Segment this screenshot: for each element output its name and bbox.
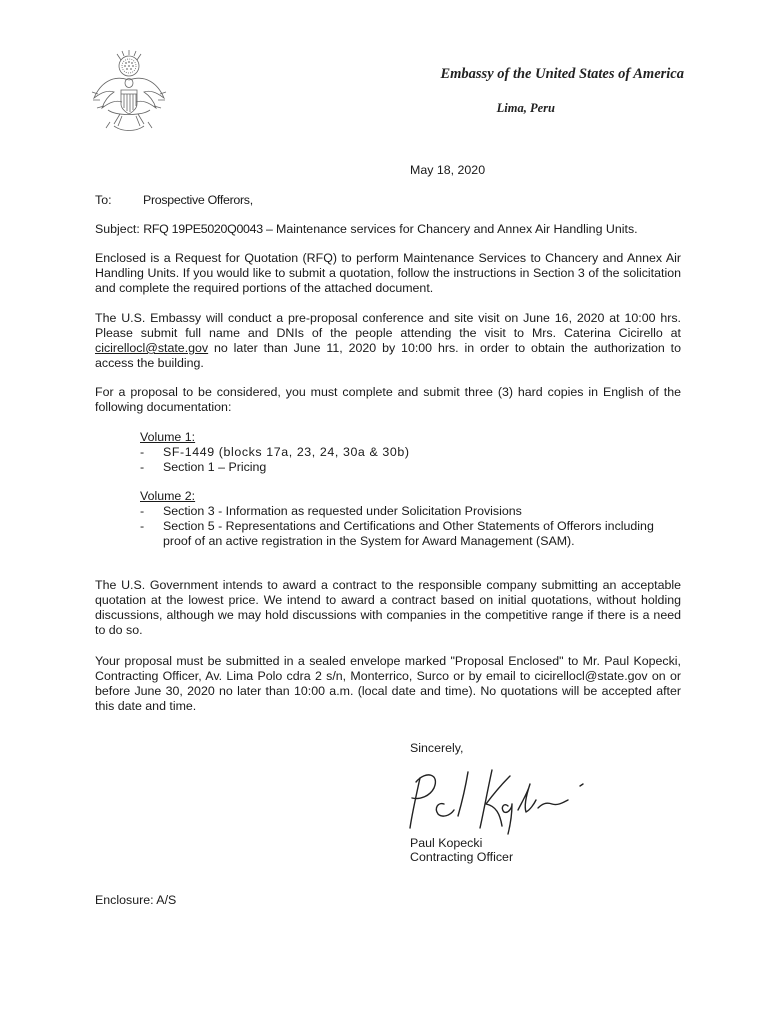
letterhead-city: Lima, Peru bbox=[496, 101, 555, 115]
paragraph-enclosed-rfq: Enclosed is a Request for Quotation (RFQ) to perform Maintenance Services to Chancery and Annex Air Handling Units. If you would like to submit a quotation, follow the instructions in Section 3 of the solicitation and complete the required portions of the attached document. bbox=[95, 251, 681, 295]
enclosure-note: Enclosure: A/S bbox=[95, 893, 177, 907]
email-link[interactable]: cicirellocl@state.gov bbox=[95, 341, 209, 355]
list-item-text: Section 1 – Pricing bbox=[163, 460, 267, 474]
subject-line bbox=[95, 222, 638, 236]
volume-2-heading: Volume 2: bbox=[140, 489, 196, 503]
to-label: To: bbox=[95, 193, 112, 207]
list-item-text: SF-1449 (blocks 17a, 23, 24, 30a & 30b) bbox=[163, 445, 410, 459]
handwritten-signature bbox=[392, 766, 602, 838]
letterhead-title: Embassy of the United States of America bbox=[440, 66, 684, 82]
list-item-text: Section 5 - Representations and Certifications and Other Statements of Offerors including proof of an active registration in the System for Award Management (SAM). bbox=[163, 519, 654, 548]
subject-text: Maintenance services for Chancery and Annex Air Handling Units. bbox=[276, 222, 638, 236]
paragraph-documentation: For a proposal to be considered, you must complete and submit three (3) hard copies in English of the following documentation: bbox=[95, 385, 681, 414]
subject-label: Subject: bbox=[95, 222, 140, 236]
list-bullet: - bbox=[140, 445, 145, 459]
list-bullet: - bbox=[140, 460, 145, 474]
site-visit-text: The U.S. Embassy will conduct a pre-proposal conference and site visit on June 16, 2020 at 10:00 hrs. Please submit full name and DNIs of the people attending the visit to Mrs. Caterina Cicirello at bbox=[95, 311, 681, 340]
list-bullet: - bbox=[140, 519, 145, 533]
list-bullet: - bbox=[140, 504, 145, 518]
list-item-text: Section 3 - Information as requested under Solicitation Provisions bbox=[163, 504, 522, 518]
site-visit-deadline-text: no later than June 11, 2020 by 10:00 hrs. in order to obtain the authorization to access the building. bbox=[95, 341, 681, 370]
great-seal-icon bbox=[84, 46, 174, 136]
paragraph-submission-instructions: Your proposal must be submitted in a sealed envelope marked "Proposal Enclosed" to Mr. Paul Kopecki, Contracting Officer, Av. Lima Polo cdra 2 s/n, Monterrico, Surco or by email to cicirellocl@state.gov on or before June 30, 2020 no later than 10:00 a.m. (local date and time). No quotations will be accepted after this date and time. bbox=[95, 654, 681, 713]
volume-1-heading: Volume 1: bbox=[140, 430, 196, 444]
to-recipients: Prospective Offerors, bbox=[143, 193, 253, 207]
paragraph-site-visit bbox=[95, 311, 681, 371]
subject-reference: RFQ 19PE5020Q0043 – bbox=[143, 222, 273, 236]
paragraph-award-intent: The U.S. Government intends to award a contract to the responsible company submitting an acceptable quotation at the lowest price. We intend to award a contract based on initial quotations, without holding discussions, although we may hold discussions with companies in the competitive range if there is a need to do so. bbox=[95, 578, 681, 637]
signer-title: Contracting Officer bbox=[410, 850, 514, 864]
signer-name: Paul Kopecki bbox=[410, 836, 483, 850]
closing: Sincerely, bbox=[410, 741, 464, 755]
letter-date: May 18, 2020 bbox=[410, 163, 486, 177]
